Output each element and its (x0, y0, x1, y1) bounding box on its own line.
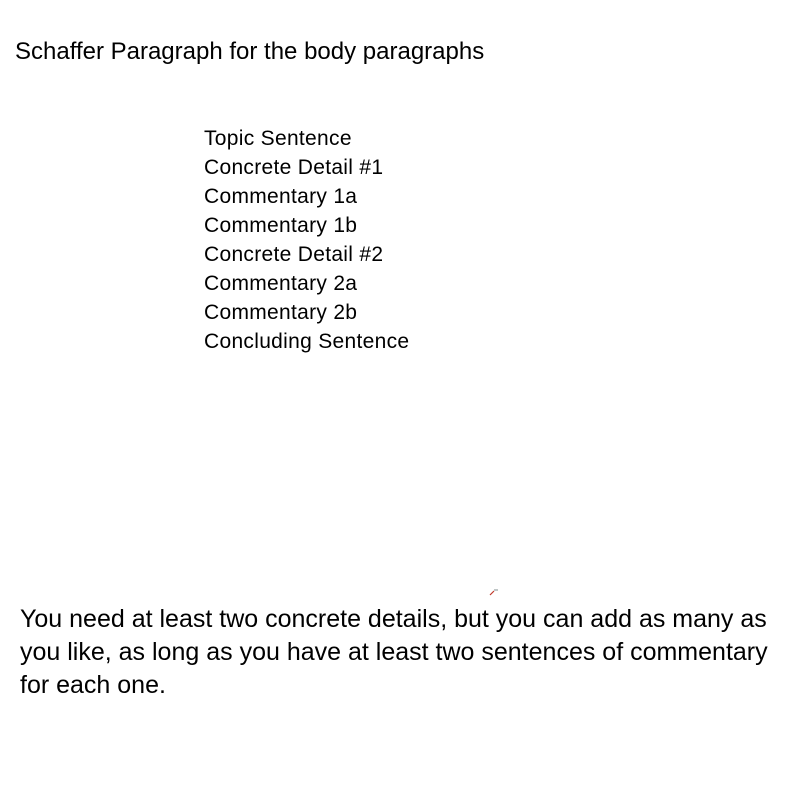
outline-item-commentary-2b: Commentary 2b (204, 301, 358, 324)
paragraph-outline-list (204, 124, 409, 356)
outline-item-commentary-1b: Commentary 1b (204, 214, 358, 237)
outline-item-commentary-2a: Commentary 2a (204, 272, 358, 295)
outline-item-concrete-detail-2: Concrete Detail #2 (204, 243, 384, 266)
slide-title: Schaffer Paragraph for the body paragraphs (15, 38, 485, 65)
outline-item-concluding-sentence: Concluding Sentence (204, 330, 410, 353)
outline-item-topic-sentence: Topic Sentence (204, 127, 352, 150)
stray-mark-icon (489, 588, 499, 596)
instruction-note: You need at least two concrete details, but you can add as many as you like, as long as you have at least two sentences of commentary for each one. (20, 605, 768, 699)
outline-item-commentary-1a: Commentary 1a (204, 185, 358, 208)
outline-item-concrete-detail-1: Concrete Detail #1 (204, 156, 384, 179)
